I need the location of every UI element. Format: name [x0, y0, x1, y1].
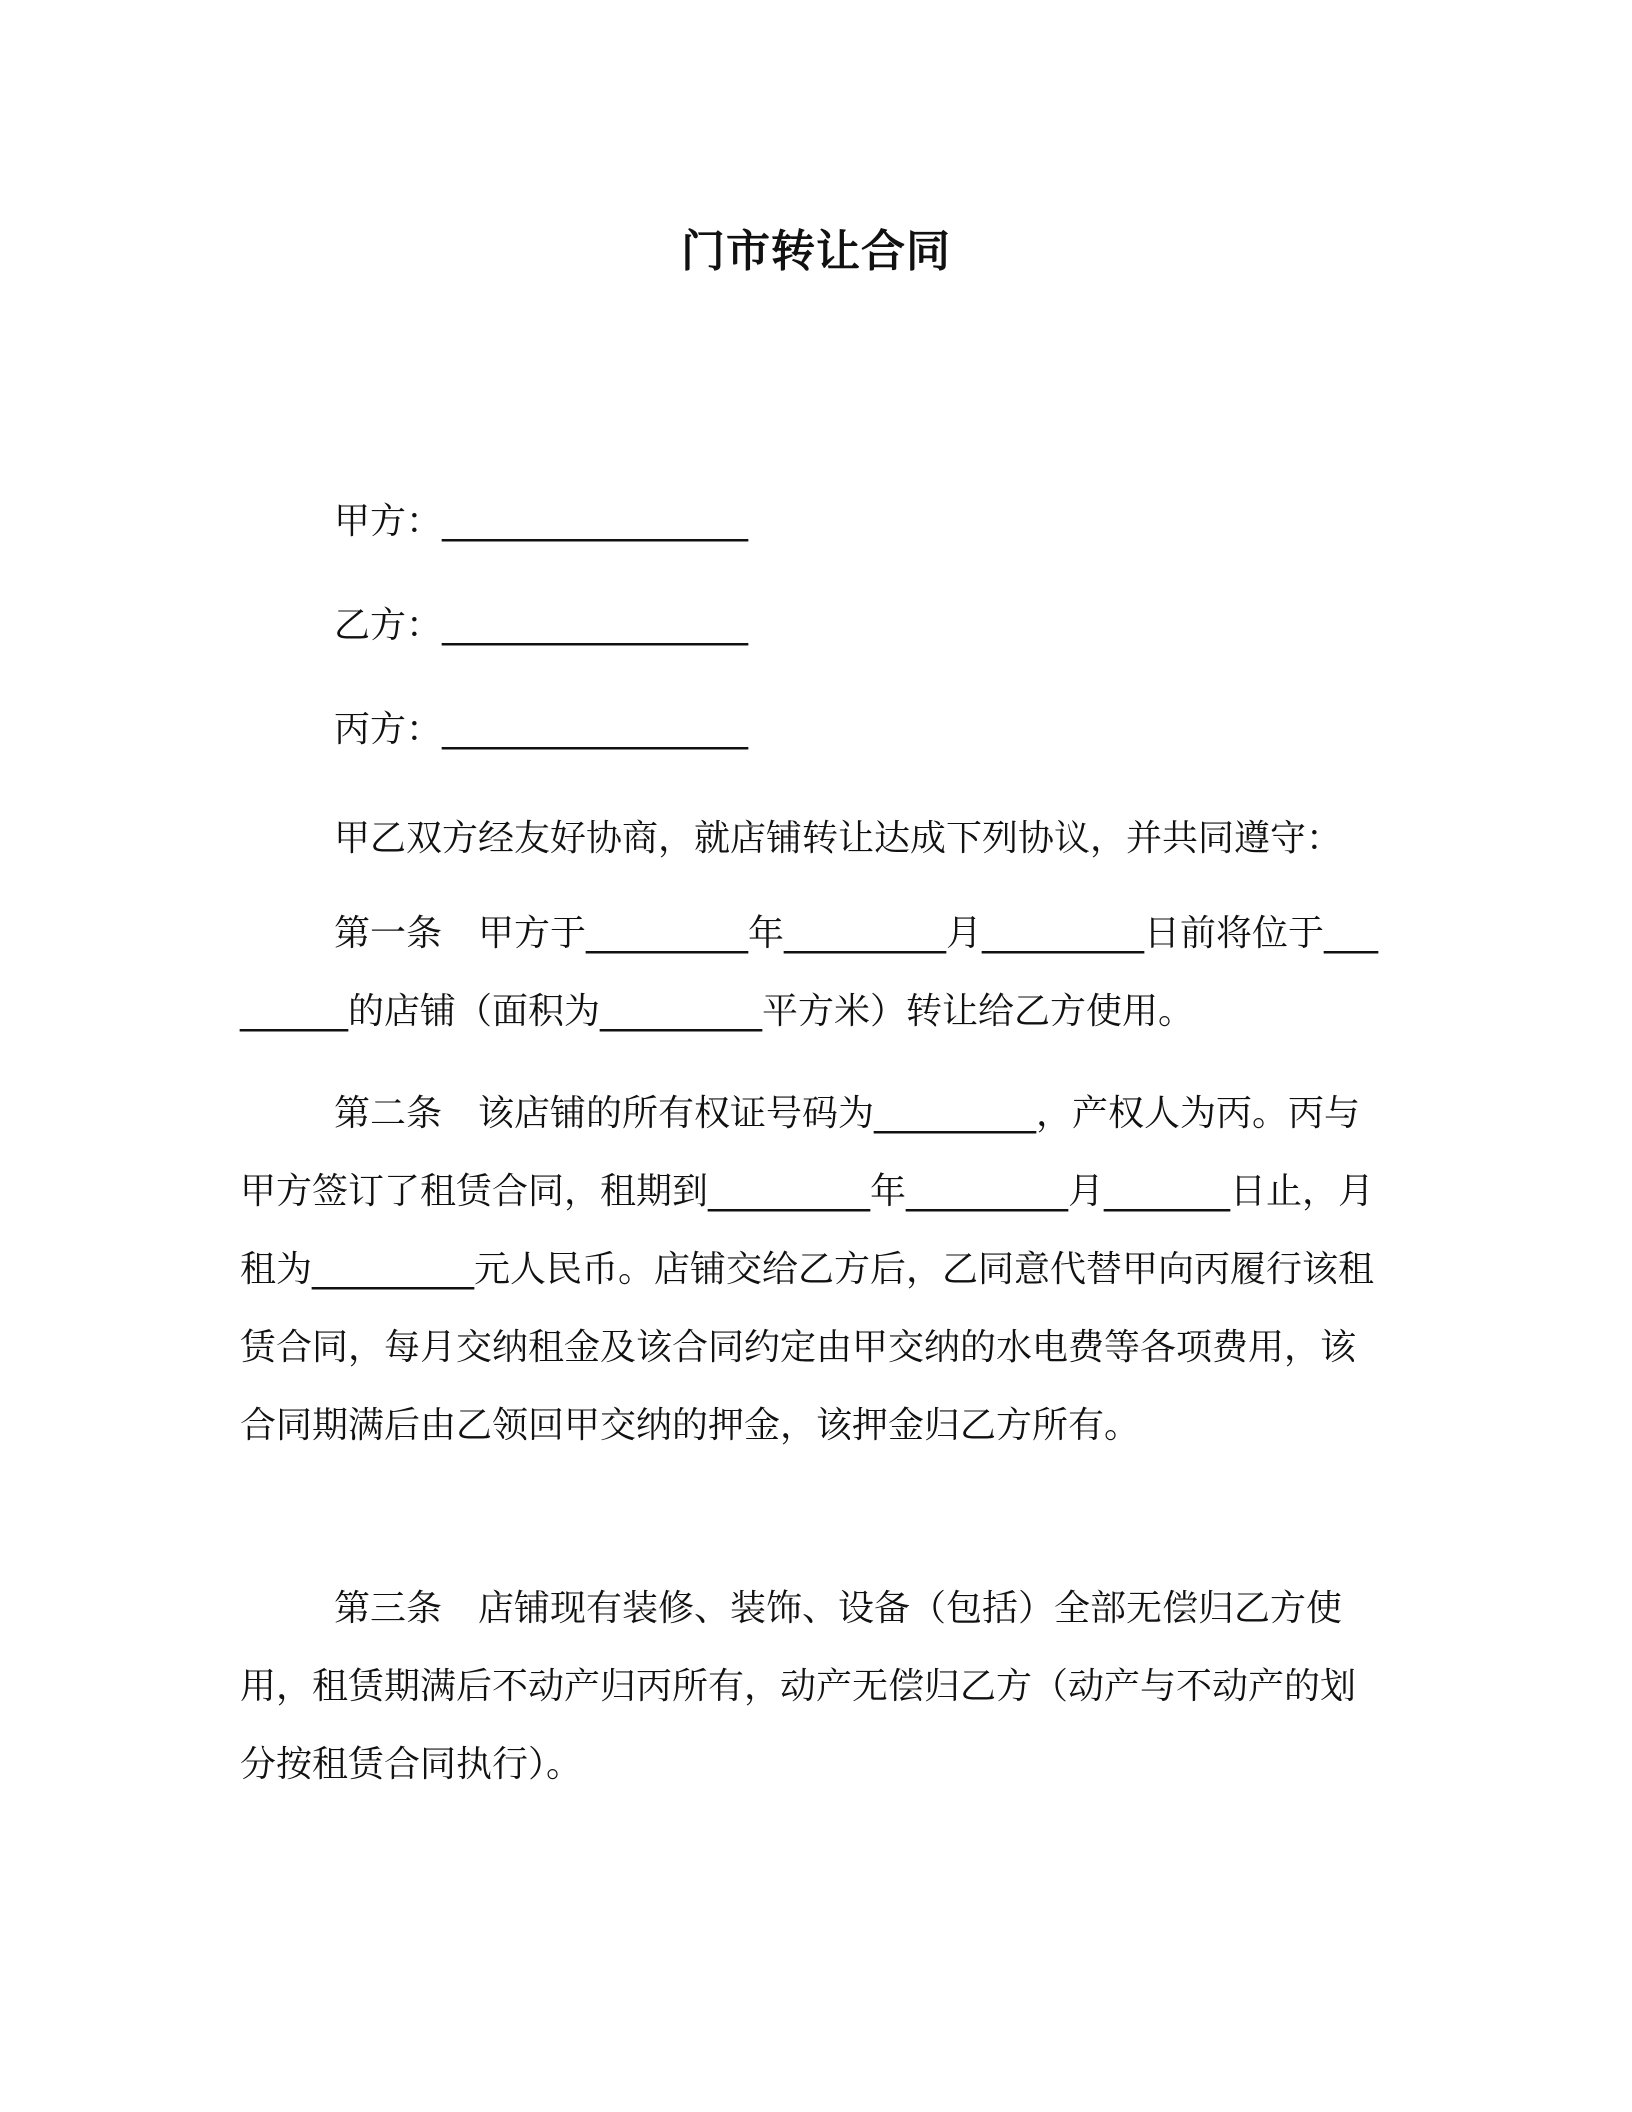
party-a-line: 甲方：_________________ [334, 501, 749, 542]
party-b-line: 乙方：_________________ [334, 605, 749, 646]
article-2: 第二条 该店铺的所有权证号码为_________，产权人为丙。丙与甲方签订了租赁合同，租期到_________年_________月_______日止，月租为_________元人民币。店铺交给乙方后，乙同意代替甲向丙履行该租赁合同，每月交纳租金及该合同约定由甲交纳的水电费等各项费用，该合同期满后由乙领回甲交纳的押金，该押金归乙方所有。 [240, 1093, 1375, 1446]
article-1: 第一条 甲方于_________年_________月_________日前将位于_________的店铺（面积为_________平方米）转让给乙方使用。 [240, 913, 1379, 1032]
article-3: 第三条 店铺现有装修、装饰、设备（包括）全部无偿归乙方使用，租赁期满后不动产归丙所有，动产无偿归乙方（动产与不动产的划分按租赁合同执行）。 [240, 1588, 1357, 1785]
party-c-line: 丙方：_________________ [334, 709, 749, 750]
intro-paragraph: 甲乙双方经友好协商，就店铺转让达成下列协议，并共同遵守： [334, 818, 1343, 859]
document-title: 门市转让合同 [681, 226, 951, 277]
